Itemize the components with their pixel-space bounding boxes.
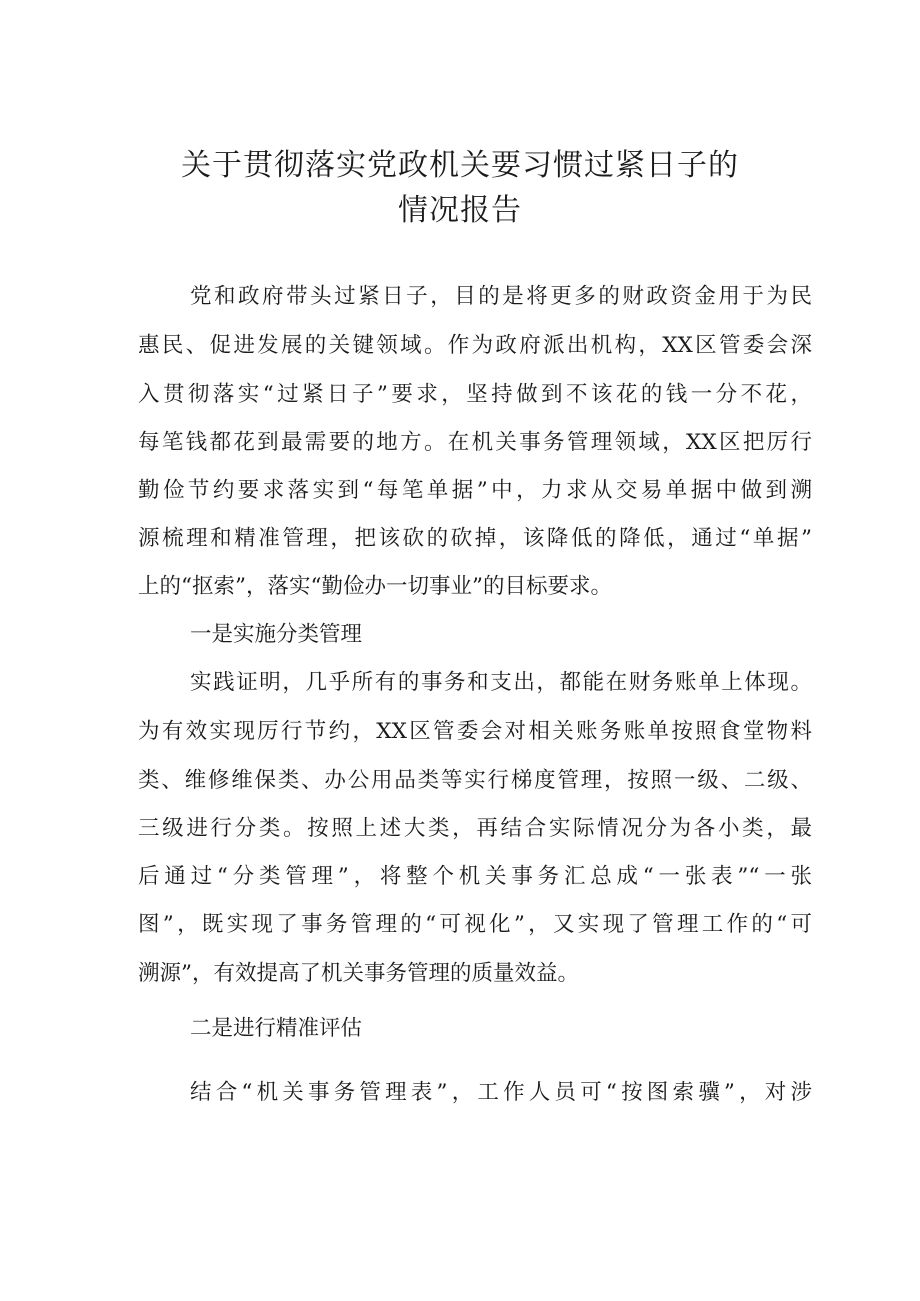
paragraph-1-line-1: 党和政府带头过紧日子，目的是将更多的财政资金用于为民 [190, 284, 812, 309]
paragraph-1-line-3: 入贯彻落实“过紧日子”要求，坚持做到不该花的钱一分不花， [138, 382, 812, 407]
paragraph-2-line-4: 三级进行分类。按照上述大类，再结合实际情况分为各小类，最 [138, 816, 812, 841]
paragraph-2-line-7: 溯源”，有效提高了机关事务管理的质量效益。 [138, 961, 579, 986]
paragraph-3-line-1: 结合“机关事务管理表”，工作人员可“按图索骥”，对涉 [190, 1080, 812, 1105]
section-heading-2: 二是进行精准评估 [190, 1016, 363, 1041]
paragraph-2-line-1: 实践证明，几乎所有的事务和支出，都能在财务账单上体现。 [190, 670, 812, 695]
paragraph-1-line-7: 上的“抠索”，落实“勤俭办一切事业”的目标要求。 [138, 574, 612, 599]
paragraph-1-line-5: 勤俭节约要求落实到“每笔单据”中，力求从交易单据中做到溯 [138, 478, 812, 503]
paragraph-2-line-2: 为有效实现厉行节约，XX区管委会对相关账务账单按照食堂物料 [138, 719, 812, 744]
paragraph-1-line-6: 源梳理和精准管理，把该砍的砍掉，该降低的降低，通过“单据” [138, 526, 812, 551]
paragraph-1-line-4: 每笔钱都花到最需要的地方。在机关事务管理领域，XX区把厉行 [138, 430, 812, 455]
document-title-line-1: 关于贯彻落实党政机关要习惯过紧日子的 [181, 148, 739, 183]
paragraph-1-line-2: 惠民、促进发展的关键领域。作为政府派出机构，XX区管委会深 [138, 333, 812, 358]
paragraph-2-line-3: 类、维修维保类、办公用品类等实行梯度管理，按照一级、二级、 [138, 768, 812, 793]
section-heading-1: 一是实施分类管理 [190, 622, 363, 647]
paragraph-2-line-6: 图”，既实现了事务管理的“可视化”，又实现了管理工作的“可 [138, 912, 812, 937]
paragraph-2-line-5: 后通过“分类管理”，将整个机关事务汇总成“一张表”“一张 [138, 864, 812, 889]
document-title-line-2: 情况报告 [398, 193, 522, 228]
